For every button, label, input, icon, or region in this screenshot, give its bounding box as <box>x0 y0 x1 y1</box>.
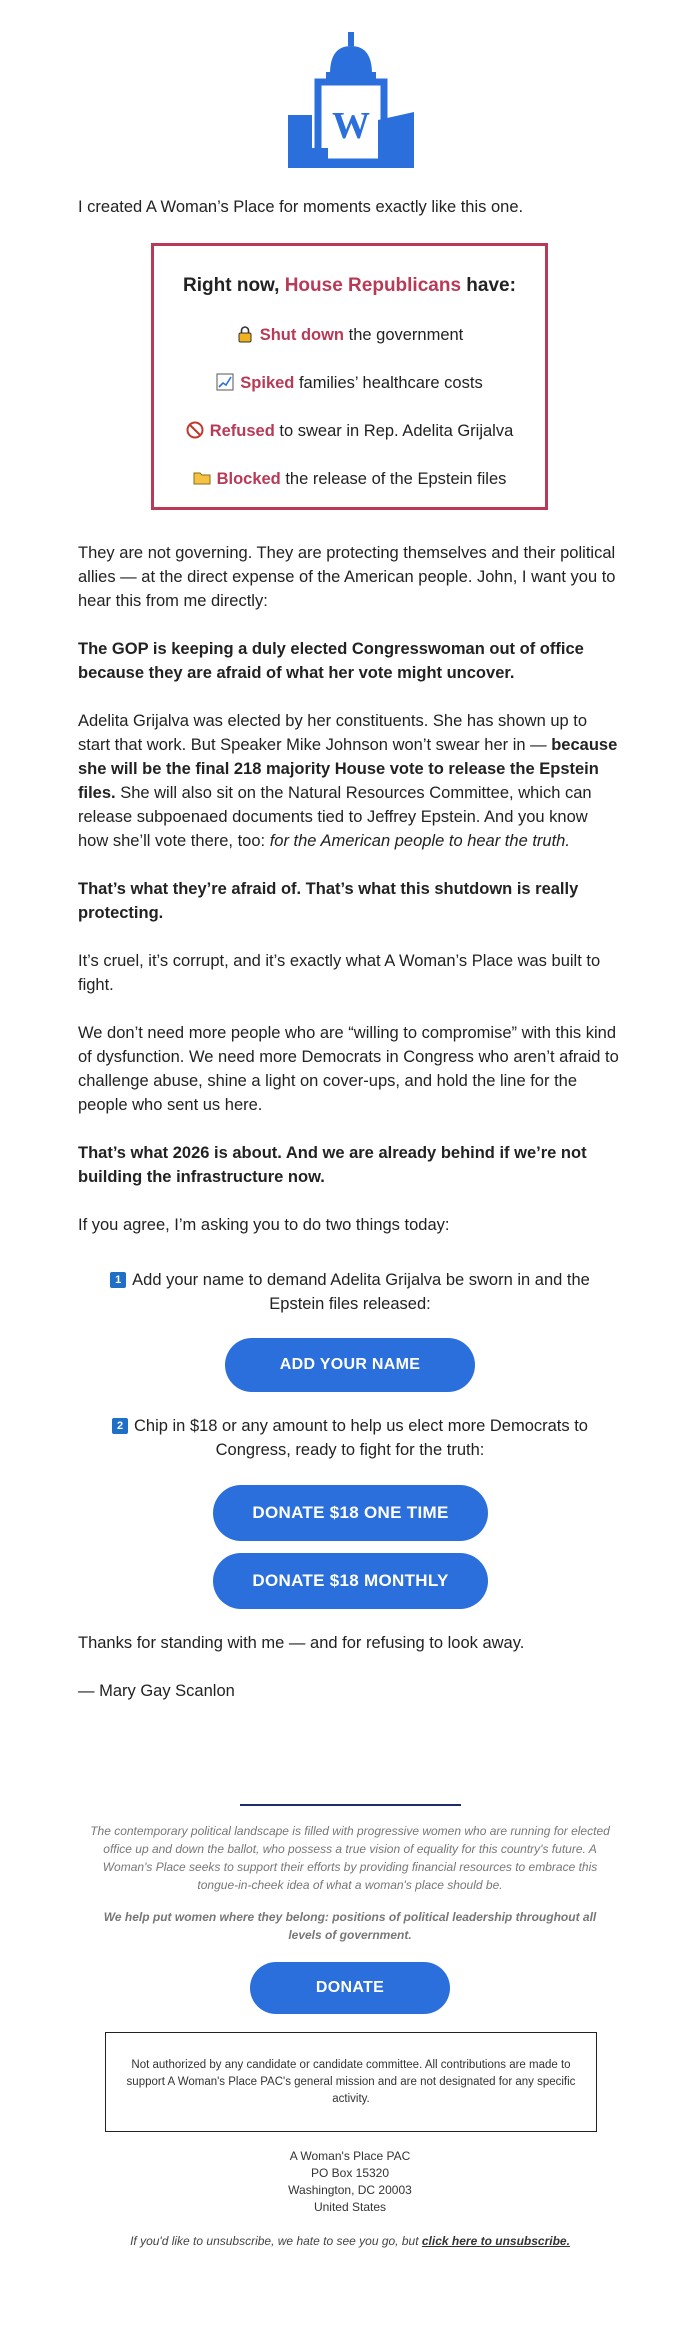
callout-title-prefix: Right now, <box>183 275 285 296</box>
donate-one-time-button[interactable]: DONATE $18 ONE TIME <box>213 1485 488 1541</box>
body-paragraph-6: We don’t need more people who are “willing to compromise” with this kind of dysfunction. We need more Democrats in Congress who aren’t afraid to challenge abuse, shine a light on cover-ups, and hold the line for the people who sent us here. <box>78 1024 619 1114</box>
donate-monthly-button[interactable]: DONATE $18 MONTHLY <box>213 1553 488 1609</box>
body-paragraph-5: It’s cruel, it’s corrupt, and it’s exactly what A Woman’s Place was built to fight. <box>78 952 601 994</box>
footer-donate-button[interactable]: DONATE <box>250 1962 450 2014</box>
callout-title <box>154 273 545 299</box>
body-paragraph-2: The GOP is keeping a duly elected Congresswoman out of office because they are afraid of what her vote might uncover. <box>78 640 584 682</box>
step-one-text <box>110 1268 590 1316</box>
step-one-number-icon: 1 <box>110 1272 126 1288</box>
postal-address <box>200 2148 500 2216</box>
step-one-label: Add your name to demand Adelita Grijalva be sworn in and the Epstein files released: <box>132 1271 590 1313</box>
address-line: Washington, DC 20003 <box>288 2183 412 2197</box>
signature: — Mary Gay Scanlon <box>78 1682 235 1700</box>
disclaimer-text: Not authorized by any candidate or candidate committee. All contributions are made to support A Woman's Place PAC's general mission and are not designated for any specific activity. <box>126 2058 576 2105</box>
callout-box <box>151 243 548 510</box>
callout-item-highlight: Refused <box>209 422 275 440</box>
unsubscribe-link[interactable]: click here to unsubscribe. <box>421 2234 570 2248</box>
no-entry-icon <box>186 421 204 439</box>
add-your-name-button[interactable]: ADD YOUR NAME <box>225 1338 475 1392</box>
body-paragraph-3-bold: because she will be the final 218 majority House vote to release the Epstein files. <box>78 736 618 802</box>
callout-item <box>154 323 545 347</box>
chart-up-icon <box>216 373 234 391</box>
lock-icon <box>236 325 254 343</box>
callout-item-text: the government <box>344 326 464 344</box>
unsubscribe-line <box>60 2234 640 2248</box>
capitol-logo-icon <box>284 30 418 172</box>
callout-title-suffix: have: <box>461 275 516 296</box>
callout-item-text: families’ healthcare costs <box>294 374 483 392</box>
closing-thanks: Thanks for standing with me — and for refusing to look away. <box>78 1634 525 1652</box>
callout-item-text: the release of the Epstein files <box>280 470 507 488</box>
address-line: PO Box 15320 <box>310 2166 390 2180</box>
step-two-text <box>110 1414 590 1462</box>
body-paragraph-1: They are not governing. They are protecting themselves and their political allies — at the direct expense of the American people. John, I want you to hear this from me directly: <box>78 544 616 610</box>
callout-item-highlight: Shut down <box>259 326 345 344</box>
step-two-number-icon: 2 <box>112 1418 128 1434</box>
footer-divider <box>240 1804 461 1806</box>
step-two-label: Chip in $18 or any amount to help us elect more Democrats to Congress, ready to fight for the truth: <box>134 1417 588 1459</box>
callout-item-text: to swear in Rep. Adelita Grijalva <box>274 422 514 440</box>
disclaimer-box <box>105 2032 597 2132</box>
body-paragraph-7: That’s what 2026 is about. And we are already behind if we’re not building the infrastructure now. <box>78 1144 587 1186</box>
body-paragraph-4: That’s what they’re afraid of. That’s what this shutdown is really protecting. <box>78 880 579 922</box>
address-line: A Woman's Place PAC <box>289 2149 411 2163</box>
footer-mission: We help put women where they belong: positions of political leadership throughout all levels of government. <box>103 1910 597 1942</box>
address-line: United States <box>313 2200 387 2214</box>
body-paragraph-3-text-2: She will also sit on the Natural Resources Committee, which can release subpoenaed documents tied to Jeffrey Epstein. And you know how she’ll vote there, too: <box>78 784 592 850</box>
callout-item <box>154 467 545 491</box>
body-paragraph-3 <box>78 709 620 853</box>
unsubscribe-text: If you'd like to unsubscribe, we hate to see you go, but <box>130 2234 422 2248</box>
intro-text: I created A Woman’s Place for moments exactly like this one. <box>78 198 524 216</box>
body-paragraph-3-italic: for the American people to hear the truth. <box>269 832 570 850</box>
body-paragraph-3-text: Adelita Grijalva was elected by her constituents. She has shown up to start that work. But Speaker Mike Johnson won’t swear her in — <box>78 712 588 754</box>
callout-item <box>154 419 545 443</box>
callout-item-highlight: Blocked <box>216 470 281 488</box>
logo-letter: W <box>332 105 370 147</box>
body-paragraph-8: If you agree, I’m asking you to do two things today: <box>78 1216 450 1234</box>
folder-icon <box>193 469 211 487</box>
footer-about: The contemporary political landscape is filled with progressive women who are running for elected office up and down the ballot, who possess a true vision of equality for this country's future. A Woman's Place seeks to support their efforts by providing financial resources to embrace this tongue-in-cheek idea of what a woman's place should be. <box>90 1824 610 1892</box>
callout-item-highlight: Spiked <box>240 374 295 392</box>
callout-title-highlight: House Republicans <box>284 275 462 296</box>
callout-item <box>154 371 545 395</box>
